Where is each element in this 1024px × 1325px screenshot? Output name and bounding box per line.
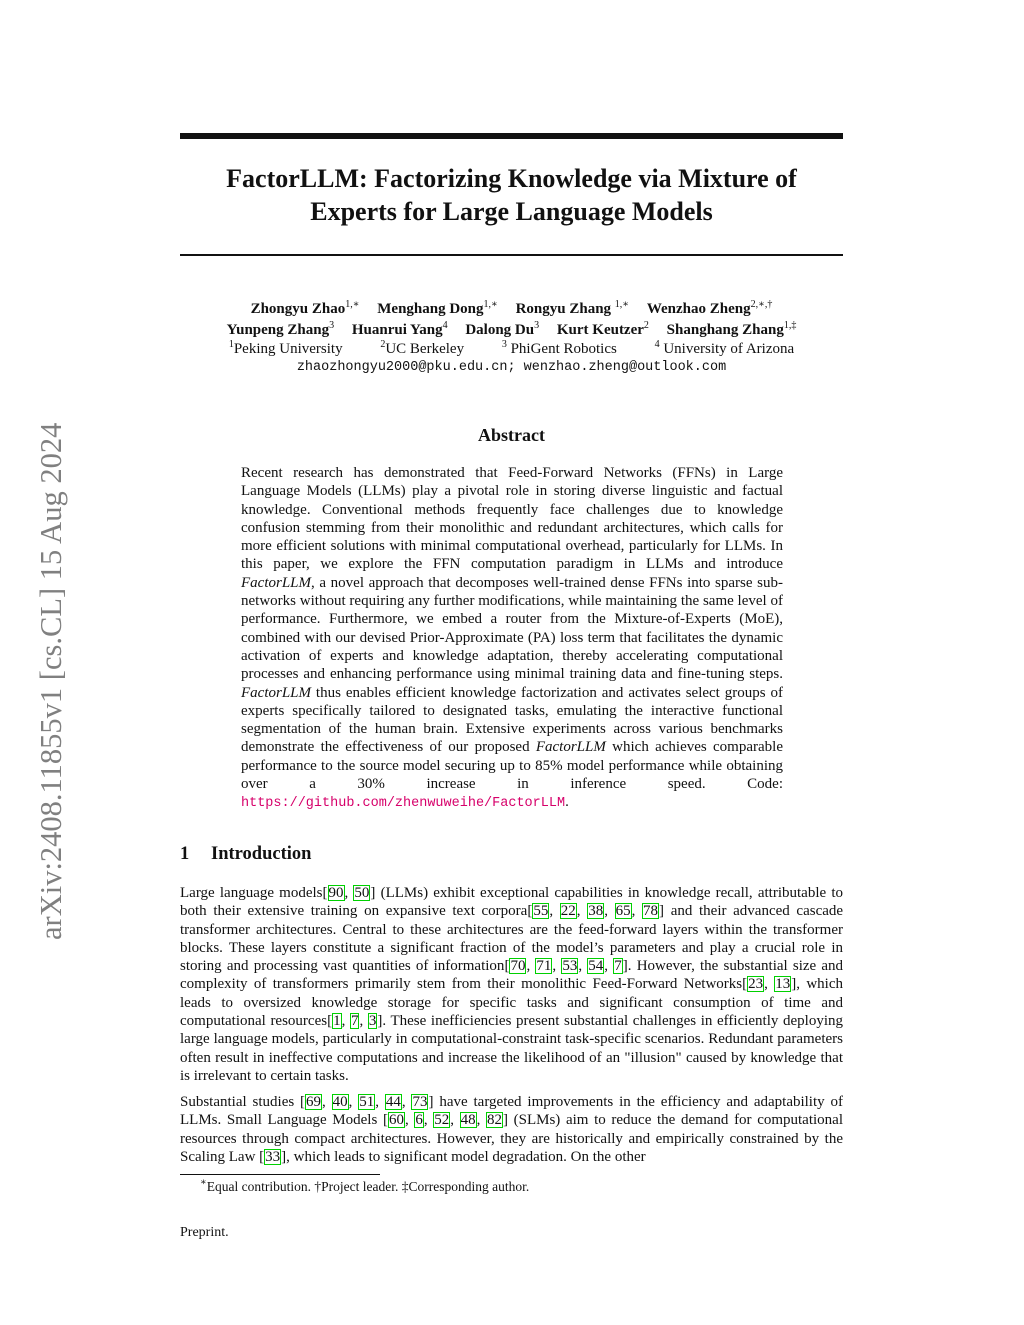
citation-link[interactable]: 53	[562, 958, 578, 975]
citation-group: [23, 13]	[742, 976, 797, 993]
citation-link[interactable]: 40	[332, 1094, 348, 1110]
author: Zhongyu Zhao$^{1,∗}$	[250, 299, 360, 317]
paper-title: FactorLLM: Factorizing Knowledge via Mixture of Experts for Large Language Models	[226, 164, 797, 226]
section-title: Introduction	[211, 844, 312, 864]
citation-link[interactable]: 3	[368, 1013, 377, 1030]
title-top-rule	[180, 133, 843, 139]
citation-link[interactable]: 55	[533, 903, 549, 920]
citation-link[interactable]: 50	[354, 885, 370, 901]
affiliation: $^3$ PhiGent Robotics	[501, 339, 617, 357]
author: Yunpeng Zhang$^3$	[226, 320, 335, 338]
affiliation: $^4$ University of Arizona	[654, 339, 795, 357]
section-number: 1	[180, 844, 190, 864]
citation-link[interactable]: 90	[328, 885, 344, 901]
method-name: FactorLLM	[241, 684, 312, 701]
citation-link[interactable]: 70	[510, 958, 526, 975]
citation-link[interactable]: 65	[615, 903, 631, 920]
author: Shanghang Zhang$^{1,\ddagger}$	[666, 320, 797, 338]
citation-link[interactable]: 60	[388, 1112, 404, 1129]
intro-paragraph-2: Substantial studies [69, 40, 51, 44, 73] have targeted improvements in the efficiency and adaptability of LLMs. Small Language Models [60, 6, 52, 48, 82] (SLMs) aim to reduce the demand for computational resources through compact architectures. However, they are historically and empirically constrained by the Scaling Law [33], which leads to significant model degradation. On the other	[180, 1094, 844, 1165]
citation-group: [60, 6, 52, 48, 82]	[382, 1112, 508, 1129]
citation-link[interactable]: 71	[536, 958, 552, 975]
citation-group: [70, 71, 53, 54, 7]	[504, 958, 628, 975]
citation-link[interactable]: 7	[350, 1013, 359, 1030]
author: Dalong Du$^3$	[465, 320, 540, 338]
citation-link[interactable]: 44	[385, 1094, 401, 1110]
title-bottom-rule	[180, 254, 843, 256]
citation-link[interactable]: 52	[434, 1112, 450, 1129]
citation-link[interactable]: 51	[359, 1094, 375, 1110]
preprint-label: Preprint.	[180, 1225, 229, 1240]
citation-link[interactable]: 73	[412, 1094, 428, 1110]
author: Huanrui Yang$^4$	[351, 320, 448, 338]
author: Menghang Dong$^{1,∗}$	[377, 299, 498, 317]
affiliation: $^1$Peking University	[228, 339, 343, 357]
code-link[interactable]: https://github.com/zhenwuweihe/FactorLLM	[241, 796, 566, 812]
method-name: FactorLLM	[241, 574, 312, 591]
author: Kurt Keutzer$^2$	[556, 320, 649, 338]
citation-link[interactable]: 82	[487, 1112, 502, 1129]
footnote-rule	[180, 1174, 380, 1175]
method-name: FactorLLM	[535, 739, 606, 756]
citation-link[interactable]: 23	[748, 976, 764, 993]
citation-link[interactable]: 48	[460, 1112, 476, 1129]
author-list-line-2	[180, 320, 843, 340]
citation-link[interactable]: 1	[333, 1013, 341, 1030]
affiliations	[180, 340, 843, 359]
affiliation: $^2$UC Berkeley	[380, 339, 465, 357]
abstract-heading: Abstract	[478, 425, 545, 445]
citation-link[interactable]: 38	[588, 903, 604, 920]
citation-group: [90, 50]	[322, 885, 376, 901]
citation-group: [1, 7, 3]	[327, 1013, 383, 1030]
citation-link[interactable]: 22	[560, 903, 576, 920]
citation-link[interactable]: 78	[643, 903, 659, 920]
citation-link[interactable]: 69	[306, 1094, 322, 1110]
citation-link[interactable]: 54	[588, 958, 604, 975]
citation-group: [55, 22, 38, 65, 78]	[527, 903, 665, 920]
arxiv-identifier: arXiv:2408.11855v1 [cs.CL] 15 Aug 2024	[34, 422, 68, 940]
author: Wenzhao Zheng$^{2,∗,\dagger}$	[646, 299, 773, 317]
citation-group: [69, 40, 51, 44, 73]	[300, 1094, 434, 1110]
author-emails: zhaozhongyu2000@pku.edu.cn; wenzhao.zheng@outlook.com	[296, 360, 727, 375]
citation-group: [33]	[259, 1148, 287, 1165]
footnote: ∗Equal contribution. †Project leader. ‡Corresponding author.	[200, 1177, 530, 1194]
abstract-body: Recent research has demonstrated that Feed-Forward Networks (FFNs) in Large Language Models (LLMs) play a pivotal role in storing diverse linguistic and factual knowledge. Conventional methods frequently face challenges due to knowledge confusion stemming from their monolithic and redundant architectures, which calls for more efficient solutions with minimal computational overhead, particularly for LLMs. In this paper, we explore the FFN computation paradigm in LLMs and introduce FactorLLM, a novel approach that decomposes well-trained dense FFNs into sparse sub-networks without requiring any further modifications, while maintaining the same level of performance. Furthermore, we embed a router from the Mixture-of-Experts (MoE), combined with our devised Prior-Approximate (PA) loss term that facilitates the dynamic activation of experts and knowledge adaptation, thereby accelerating computational processes and enhancing performance using minimal training data and fine-tuning steps. FactorLLM thus enables efficient knowledge factorization and activates select groups of experts specifically tailored to designated tasks, emulating the interactive functional segmentation of the human brain. Extensive experiments across various benchmarks demonstrate the effectiveness of our proposed FactorLLM which achieves comparable performance to the source model securing up to 85% model performance while obtaining over a 30% increase in inference speed. Code: https://github.com/zhenwuweihe/FactorLLM.	[241, 465, 783, 812]
citation-link[interactable]: 13	[775, 976, 791, 993]
section-heading-introduction	[180, 843, 311, 865]
intro-paragraph-1: Large language models[90, 50] (LLMs) exhibit exceptional capabilities in knowledge recall, attributable to both their extensive training on expansive text corpora[55, 22, 38, 65, 78] and their advanced cascade transformer architectures. Central to these architectures are the feed-forward layers within the transformer blocks. These layers constitute a significant fraction of the model’s parameters and play a crucial role in storing and processing vast quantities of information[70, 71, 53, 54, 7]. However, the substantial size and complexity of transformers primarily stem from their monolithic Feed-Forward Networks[23, 13], which leads to oversized knowledge storage for specific tasks and significant consumption of time and computational resources[1, 7, 3]. These inefficiencies present substantial challenges in efficiently deploying large language models, particularly in computational-constraint task-specific scenarios. Redundant parameters often result in ineffective computations and increase the likelihood of an "illusion" caused by knowledge that is irrelevant to certain tasks.	[180, 885, 844, 1084]
author: Rongyu Zhang $^{1,∗}$	[515, 299, 630, 317]
citation-link[interactable]: 33	[265, 1148, 281, 1165]
author-list-line-1	[180, 299, 843, 319]
citation-link[interactable]: 7	[614, 958, 622, 975]
citation-link[interactable]: 6	[415, 1112, 423, 1129]
